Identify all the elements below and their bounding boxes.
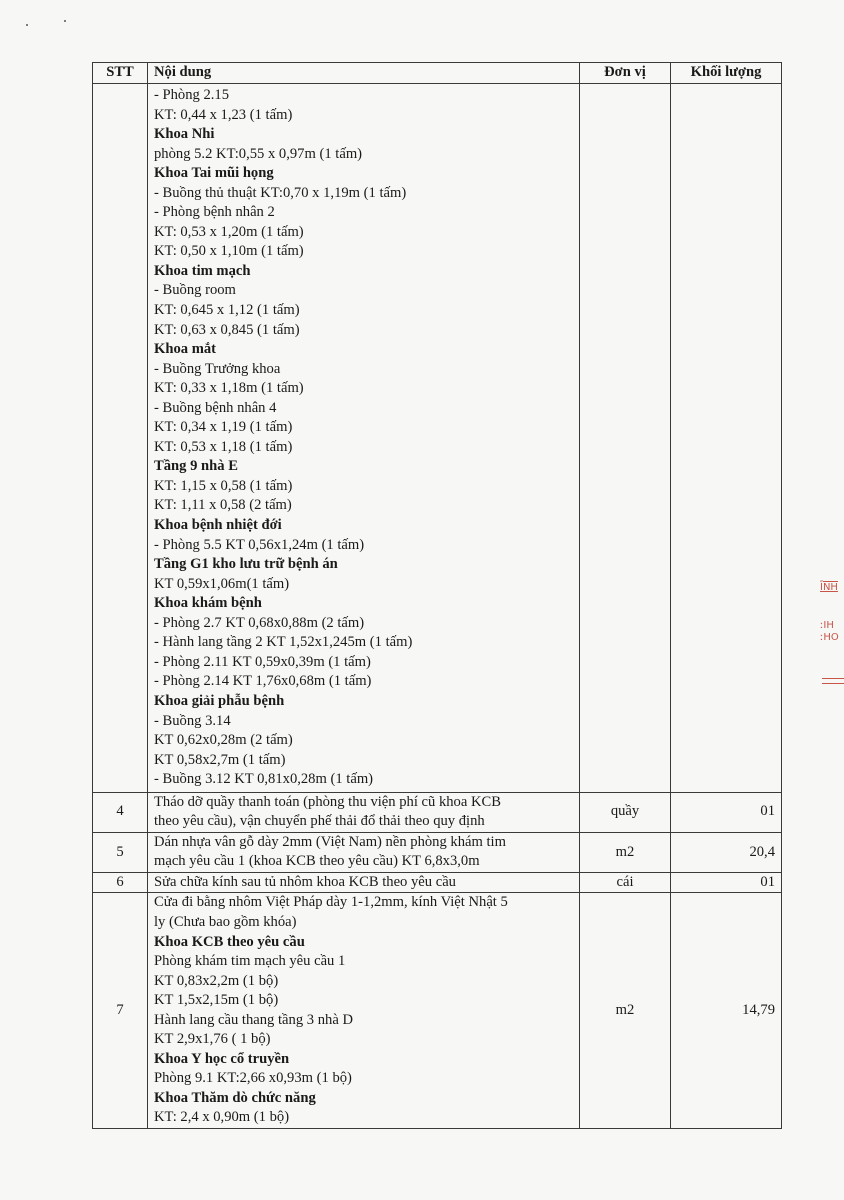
qty-cell: 01 xyxy=(671,872,782,893)
section-heading: Khoa KCB theo yêu cầu xyxy=(154,933,305,950)
content-line: KT 1,5x2,15m (1 bộ) xyxy=(154,992,279,1009)
content-line: - Buồng thủ thuật KT:0,70 x 1,19m (1 tấm) xyxy=(154,184,407,201)
content-line: Sửa chữa kính sau tủ nhôm khoa KCB theo yêu cầu xyxy=(154,873,456,890)
col-header-qty: Khối lượng xyxy=(671,63,782,84)
scan-speck xyxy=(64,20,66,22)
col-header-unit: Đơn vị xyxy=(580,63,671,84)
content-line: Hành lang cầu thang tầng 3 nhà D xyxy=(154,1011,353,1028)
content-line: - Phòng 2.14 KT 1,76x0,68m (1 tấm) xyxy=(154,673,372,690)
content-line: Phòng 9.1 KT:2,66 x0,93m (1 bộ) xyxy=(154,1070,352,1087)
table-header-row xyxy=(93,63,782,84)
table-row xyxy=(93,792,782,832)
content-line: - Phòng 2.7 KT 0,68x0,88m (2 tấm) xyxy=(154,614,365,631)
content-line: - Phòng 2.11 KT 0,59x0,39m (1 tấm) xyxy=(154,653,371,670)
qty-cell: 01 xyxy=(671,792,782,832)
content-line: KT: 0,63 x 0,845 (1 tấm) xyxy=(154,321,300,338)
col-header-stt: STT xyxy=(93,63,148,84)
stamp-text: ːHO xyxy=(820,632,839,643)
margin-stamp-fragment xyxy=(820,582,844,684)
content-line: ly (Chưa bao gồm khóa) xyxy=(154,913,297,930)
table-row xyxy=(93,872,782,893)
content-cell xyxy=(148,893,580,1129)
stt-cell: 5 xyxy=(93,832,148,872)
section-heading: Khoa khám bệnh xyxy=(154,595,262,612)
section-heading: Tầng G1 kho lưu trữ bệnh án xyxy=(154,556,338,573)
content-line: theo yêu cầu), vận chuyển phế thải đổ thải theo quy định xyxy=(154,813,485,830)
content-line: KT: 0,645 x 1,12 (1 tấm) xyxy=(154,302,300,319)
content-line: Cửa đi bằng nhôm Việt Pháp dày 1-1,2mm, kính Việt Nhật 5 xyxy=(154,894,508,911)
content-line: KT: 0,53 x 1,20m (1 tấm) xyxy=(154,223,304,240)
volume-table xyxy=(92,62,782,1129)
content-line: - Phòng 5.5 KT 0,56x1,24m (1 tấm) xyxy=(154,536,365,553)
stt-cell: 7 xyxy=(93,893,148,1129)
content-cell xyxy=(148,832,580,872)
table-row xyxy=(93,893,782,1129)
content-line: KT 0,58x2,7m (1 tấm) xyxy=(154,751,286,768)
content-line: - Buồng room xyxy=(154,282,236,299)
content-line: KT: 2,4 x 0,90m (1 bộ) xyxy=(154,1109,290,1126)
stamp-rule xyxy=(822,683,844,684)
content-cell xyxy=(148,872,580,893)
section-heading: Khoa Thăm dò chức năng xyxy=(154,1089,316,1106)
stt-cell xyxy=(93,84,148,793)
section-heading: Khoa Y học cổ truyền xyxy=(154,1050,290,1067)
content-line: KT: 1,11 x 0,58 (2 tấm) xyxy=(154,497,292,514)
qty-cell: 20,4 xyxy=(671,832,782,872)
content-line: - Buồng Trưởng khoa xyxy=(154,360,281,377)
content-line: KT 0,83x2,2m (1 bộ) xyxy=(154,972,279,989)
unit-cell: quầy xyxy=(580,792,671,832)
content-cell xyxy=(148,84,580,793)
section-heading: Khoa bệnh nhiệt đới xyxy=(154,517,282,534)
content-line: Dán nhựa vân gỗ dày 2mm (Việt Nam) nền phòng khám tim xyxy=(154,833,506,850)
col-header-content: Nội dung xyxy=(148,63,580,84)
content-line: Tháo dỡ quầy thanh toán (phòng thu viện phí cũ khoa KCB xyxy=(154,793,501,810)
table-row xyxy=(93,84,782,793)
content-line: KT 2,9x1,76 ( 1 bộ) xyxy=(154,1031,271,1048)
stt-cell: 6 xyxy=(93,872,148,893)
unit-cell xyxy=(580,84,671,793)
content-line: - Buồng 3.12 KT 0,81x0,28m (1 tấm) xyxy=(154,771,374,788)
content-line: KT: 0,34 x 1,19 (1 tấm) xyxy=(154,419,293,436)
stamp-rule xyxy=(822,678,844,679)
unit-cell: cái xyxy=(580,872,671,893)
content-line: KT 0,59x1,06m(1 tấm) xyxy=(154,575,290,592)
scan-speck xyxy=(26,24,28,26)
qty-cell xyxy=(671,84,782,793)
content-line: KT: 0,33 x 1,18m (1 tấm) xyxy=(154,380,304,397)
content-line: - Hành lang tầng 2 KT 1,52x1,245m (1 tấm) xyxy=(154,634,413,651)
section-heading: Khoa giải phẫu bệnh xyxy=(154,692,285,709)
stt-cell: 4 xyxy=(93,792,148,832)
content-line: - Buồng bệnh nhân 4 xyxy=(154,399,277,416)
section-heading: Khoa Nhi xyxy=(154,126,215,143)
content-line: phòng 5.2 KT:0,55 x 0,97m (1 tấm) xyxy=(154,145,363,162)
content-line: mạch yêu cầu 1 (khoa KCB theo yêu cầu) KT 6,8x3,0m xyxy=(154,853,480,870)
section-heading: Tầng 9 nhà E xyxy=(154,458,238,475)
content-line: KT: 0,53 x 1,18 (1 tấm) xyxy=(154,438,293,455)
content-line: KT: 0,44 x 1,23 (1 tấm) xyxy=(154,106,293,123)
content-cell xyxy=(148,792,580,832)
stamp-text: ỈNH xyxy=(820,582,838,593)
content-line: - Phòng bệnh nhân 2 xyxy=(154,204,275,221)
content-line: Phòng khám tim mạch yêu cầu 1 xyxy=(154,953,346,970)
stamp-text: ːIH xyxy=(820,620,834,631)
section-heading: Khoa tim mạch xyxy=(154,262,251,279)
content-line: KT 0,62x0,28m (2 tấm) xyxy=(154,732,293,749)
section-heading: Khoa Tai mũi họng xyxy=(154,165,274,182)
content-line: - Phòng 2.15 xyxy=(154,87,229,103)
unit-cell: m2 xyxy=(580,893,671,1129)
section-heading: Khoa mắt xyxy=(154,341,217,358)
unit-cell: m2 xyxy=(580,832,671,872)
qty-cell: 14,79 xyxy=(671,893,782,1129)
content-line: - Buồng 3.14 xyxy=(154,712,231,729)
table-row xyxy=(93,832,782,872)
content-line: KT: 0,50 x 1,10m (1 tấm) xyxy=(154,243,304,260)
content-line: KT: 1,15 x 0,58 (1 tấm) xyxy=(154,477,293,494)
table-body xyxy=(93,84,782,1129)
